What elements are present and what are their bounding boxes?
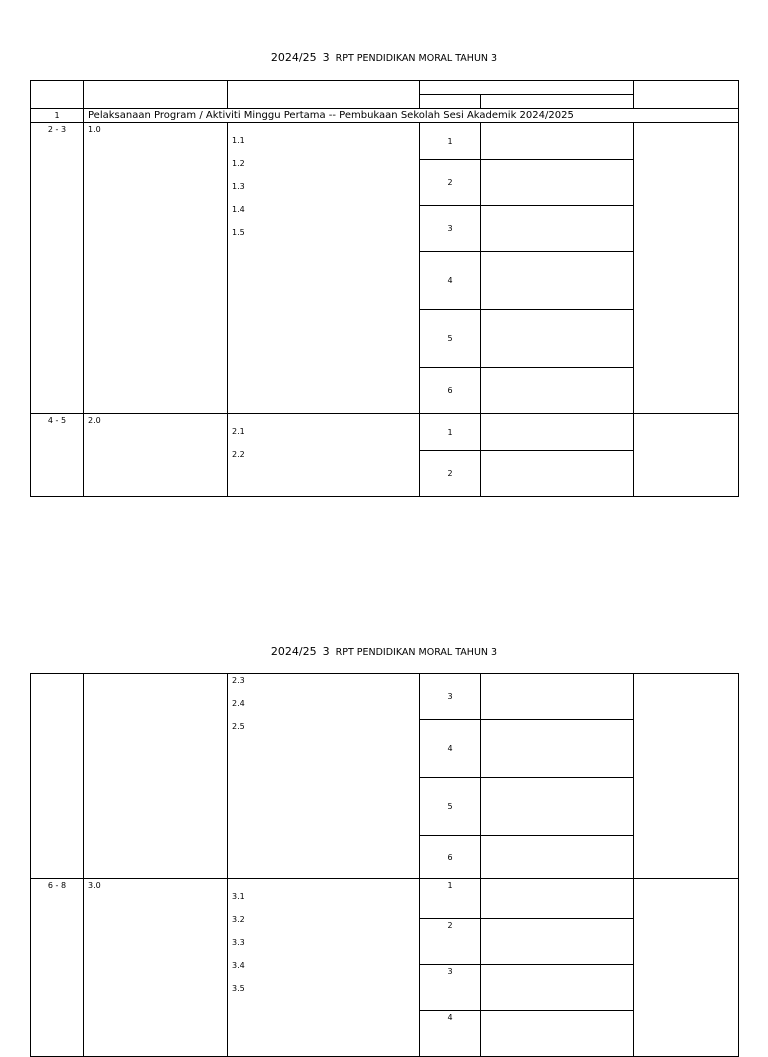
page2-table <box>30 673 739 1057</box>
standard-item: 2.4 <box>232 699 245 708</box>
week-cell: 1 <box>31 109 84 123</box>
header-subject: RPT PENDIDIKAN MORAL TAHUN 3 <box>335 53 498 64</box>
col-notes-header <box>634 81 739 109</box>
col-performance-header <box>420 81 634 95</box>
standard-item: 1.5 <box>232 228 245 237</box>
header-grade: 3 <box>322 51 330 64</box>
level-cell: 4 <box>420 1011 481 1057</box>
unit-number: 2.0 <box>88 416 101 425</box>
descriptor-cell <box>481 674 634 720</box>
unit-number: 1.0 <box>88 125 101 134</box>
standard-item: 3.4 <box>232 961 245 970</box>
level-cell: 2 <box>420 919 481 965</box>
header-year: 2024/25 <box>270 645 317 658</box>
descriptor-cell <box>481 720 634 778</box>
unit-cell <box>84 414 228 497</box>
standard-cell <box>228 674 420 879</box>
notes-cell <box>634 674 739 879</box>
week-cell: 6 - 8 <box>31 879 84 1057</box>
level-cell: 5 <box>420 310 481 368</box>
level-cell: 3 <box>420 674 481 720</box>
descriptor-cell <box>481 965 634 1011</box>
standard-item: 3.2 <box>232 915 245 924</box>
level-cell: 2 <box>420 451 481 497</box>
table-row <box>31 414 739 451</box>
table-row <box>31 879 739 919</box>
week-cell <box>31 674 84 879</box>
level-cell: 6 <box>420 836 481 879</box>
col-descriptor-header <box>481 95 634 109</box>
level-cell: 1 <box>420 123 481 160</box>
page1-header <box>0 51 768 64</box>
notes-cell <box>634 879 739 1057</box>
unit-cell <box>84 123 228 414</box>
level-cell: 2 <box>420 160 481 206</box>
descriptor-cell <box>481 414 634 451</box>
level-cell: 4 <box>420 252 481 310</box>
header-subject: RPT PENDIDIKAN MORAL TAHUN 3 <box>335 647 498 658</box>
standard-item: 1.1 <box>232 136 245 145</box>
standard-item: 2.3 <box>232 676 245 685</box>
descriptor-cell <box>481 1011 634 1057</box>
descriptor-cell <box>481 252 634 310</box>
week-cell: 4 - 5 <box>31 414 84 497</box>
header-year: 2024/25 <box>270 51 317 64</box>
standard-item: 2.5 <box>232 722 245 731</box>
standard-head <box>232 415 415 426</box>
level-cell: 6 <box>420 368 481 414</box>
standard-item: 1.3 <box>232 182 245 191</box>
table-row <box>31 109 739 123</box>
level-cell: 5 <box>420 778 481 836</box>
standard-item: 3.3 <box>232 938 245 947</box>
notes-cell <box>634 123 739 414</box>
table-row <box>31 674 739 720</box>
descriptor-cell <box>481 368 634 414</box>
standard-item: 2.1 <box>232 427 245 436</box>
week-cell: 2 - 3 <box>31 123 84 414</box>
standard-item: 3.1 <box>232 892 245 901</box>
unit-cell <box>84 879 228 1057</box>
descriptor-cell <box>481 879 634 919</box>
descriptor-cell <box>481 778 634 836</box>
standard-head <box>232 124 415 135</box>
descriptor-cell <box>481 836 634 879</box>
standard-item: 1.2 <box>232 159 245 168</box>
page1-table <box>30 80 739 497</box>
standard-cell <box>228 879 420 1057</box>
table-row <box>31 123 739 160</box>
col-level-header <box>420 95 481 109</box>
unit-cell <box>84 674 228 879</box>
standard-head <box>232 880 415 891</box>
standard-item: 3.5 <box>232 984 245 993</box>
standard-cell <box>228 414 420 497</box>
descriptor-cell <box>481 451 634 497</box>
standard-item: 1.4 <box>232 205 245 214</box>
descriptor-cell <box>481 206 634 252</box>
col-unit-header <box>84 81 228 109</box>
col-week-header <box>31 81 84 109</box>
page2-header <box>0 645 768 658</box>
col-standard-header <box>228 81 420 109</box>
standard-cell <box>228 123 420 414</box>
level-cell: 1 <box>420 879 481 919</box>
notes-cell <box>634 414 739 497</box>
level-cell: 3 <box>420 206 481 252</box>
descriptor-cell <box>481 123 634 160</box>
standard-item: 2.2 <box>232 450 245 459</box>
level-cell: 4 <box>420 720 481 778</box>
descriptor-cell <box>481 310 634 368</box>
program-banner: Pelaksanaan Program / Aktiviti Minggu Pertama -- Pembukaan Sekolah Sesi Akademik 2024/2025 <box>84 109 739 123</box>
descriptor-cell <box>481 919 634 965</box>
level-cell: 1 <box>420 414 481 451</box>
header-grade: 3 <box>322 645 330 658</box>
unit-number: 3.0 <box>88 881 101 890</box>
descriptor-cell <box>481 160 634 206</box>
level-cell: 3 <box>420 965 481 1011</box>
